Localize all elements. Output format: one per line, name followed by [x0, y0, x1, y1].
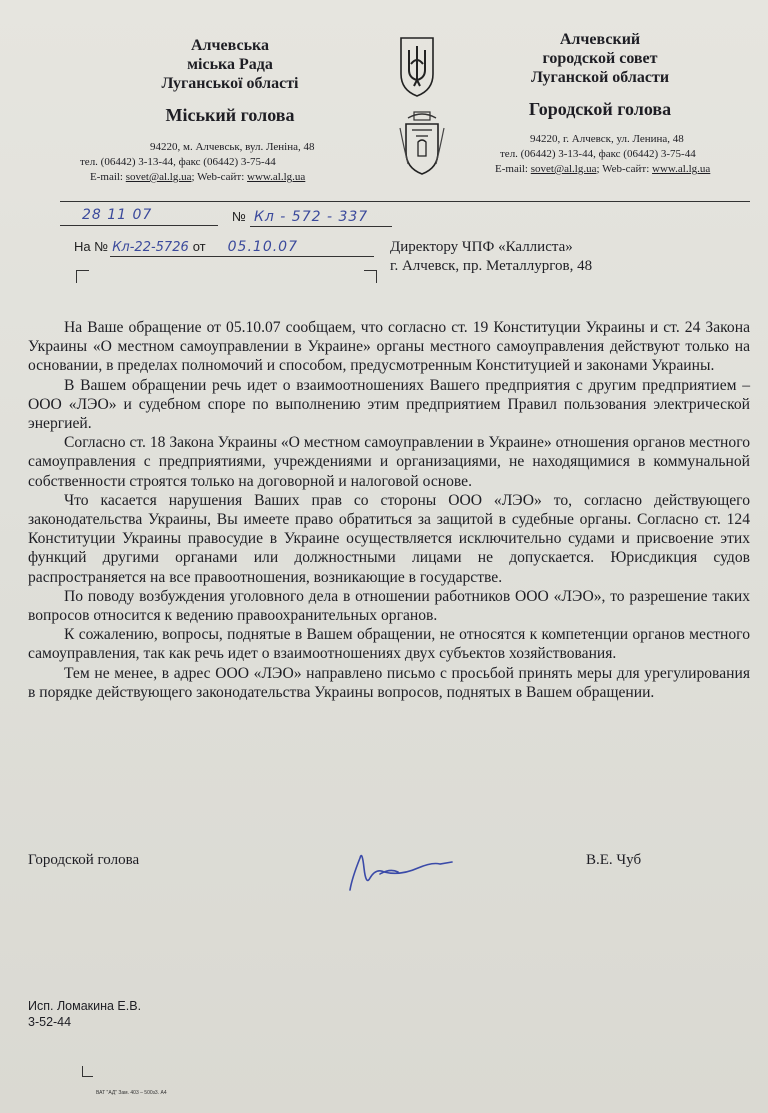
ref-underline [110, 256, 374, 257]
outgoing-number-field [232, 208, 392, 227]
body-paragraph: В Вашем обращении речь идет о взаимоотношениях Вашего предприятия с другим предприятием – ООО «ЛЭО» и судебном споре по выполнению этим предприятием Правил пользования электрической энергией. [28, 376, 750, 433]
header-address: 94220, м. Алчевськ, вул. Леніна, 48 [150, 141, 315, 153]
header-right [440, 30, 760, 177]
executor-name: Исп. Ломакина Е.В. [28, 999, 142, 1013]
corner-mark-right [364, 270, 377, 283]
number-label: № [232, 209, 246, 224]
executor-block [28, 998, 141, 1030]
email-link[interactable]: sovet@al.lg.ua [530, 163, 597, 175]
header-title: Міський голова [165, 105, 295, 125]
header-phone: тел. (06442) 3-13-44, факс (06442) 3-75-44 [500, 148, 696, 160]
corner-mark-left [76, 270, 89, 283]
web-link[interactable]: www.al.lg.ua [652, 163, 711, 175]
ref-date-value: 05.10.07 [227, 239, 298, 255]
org-name-line1: Алчевский [559, 31, 641, 48]
org-name-line2: городской совет [542, 50, 658, 67]
org-name-line3: Луганской области [530, 69, 670, 86]
signatory-role: Городской голова [28, 852, 140, 868]
number-underline [250, 226, 392, 227]
executor-phone: 3-52-44 [28, 1015, 72, 1029]
header-title: Городской голова [528, 99, 672, 119]
letter-body [28, 318, 750, 702]
header-contacts [90, 170, 410, 185]
outgoing-number-value: Кл - 572 - 337 [253, 209, 369, 225]
body-paragraph: На Ваше обращение от 05.10.07 сообщаем, что согласно ст. 19 Конституции Украины и ст. 24 Закона Украины «О местном самоуправлении в Украине» органы местного самоуправления действуют только на основании, в пределах полномочий и способом, предусмотренным Конституцией и законами Украины. [28, 319, 750, 375]
header-phone: тел. (06442) 3-13-44, факс (06442) 3-75-44 [80, 156, 276, 168]
body-paragraph: К сожалению, вопросы, поднятые в Вашем обращении, не относятся к компетенции органов местного самоуправления, так как речь идет о взаимоотношениях двух субъектов хозяйствования. [28, 626, 750, 663]
recipient-line1: Директору ЧПФ «Каллиста» [390, 239, 573, 255]
print-mark: ВАТ "АД" Зам. 403 – 500з3. А4 [96, 1090, 167, 1096]
corner-mark-bottom [82, 1066, 93, 1077]
from-label: от [192, 239, 206, 254]
date-underline [60, 225, 218, 226]
email-label: E-mail: [495, 163, 531, 175]
body-paragraph: Согласно ст. 18 Закона Украины «О местном самоуправлении в Украине» отношения органов местного самоуправления с предприятиями, учреждениями и организациями, не находящимися в коммунальной собственности строятся только на договорной и налоговой основе. [28, 434, 751, 490]
web-label: ; Web-сайт: [596, 163, 653, 175]
body-paragraph: По поводу возбуждения уголовного дела в отношении работников ООО «ЛЭО», то разрешение таких вопросов относится к ведению правоохранительных органов. [28, 587, 750, 625]
outgoing-date-field [60, 206, 218, 226]
web-label: ; Web-сайт: [191, 171, 248, 183]
email-link[interactable]: sovet@al.lg.ua [125, 171, 192, 183]
header-address: 94220, г. Алчевск, ул. Ленина, 48 [530, 133, 684, 145]
web-link[interactable]: www.al.lg.ua [247, 171, 306, 183]
org-name-line1: Алчевська [190, 37, 270, 54]
email-label: E-mail: [90, 171, 126, 183]
ref-number-value: Кл-22-5726 [112, 240, 189, 255]
header-left [60, 36, 400, 185]
trident-emblem-icon [397, 34, 437, 98]
recipient-block [390, 238, 592, 276]
header-contacts [495, 162, 760, 177]
org-name-line2: міська Рада [187, 56, 273, 73]
outgoing-date-value: 28 11 07 [82, 207, 153, 223]
handwritten-signature [340, 838, 470, 898]
org-name-line3: Луганської області [161, 75, 299, 92]
body-paragraph: Что касается нарушения Ваших прав со стороны ООО «ЛЭО» то, согласно действующего законодательства Украины, Вы имеете право обратиться за защитой в судебные органы. Согласно ст. 124 Конституции Украины правосудие в Украине осуществляется исключительно судами и присвоение этих функций другими органами или должностными лицами не допускается. Юрисдикция судов распространяется на все правоотношения, возникающие в государстве. [28, 491, 750, 586]
reference-field [74, 238, 374, 257]
signatory-name: В.Е. Чуб [586, 852, 642, 868]
body-paragraph: Тем не менее, в адрес ООО «ЛЭО» направлено письмо с просьбой принять меры для урегулирования в порядке действующего законодательства Украины вопросов, поднятых в Вашем обращении. [28, 664, 750, 701]
header-divider [60, 201, 750, 202]
city-coat-of-arms-icon [398, 108, 446, 176]
ref-label: На № [74, 239, 109, 254]
recipient-line2: г. Алчевск, пр. Металлургов, 48 [390, 258, 593, 274]
